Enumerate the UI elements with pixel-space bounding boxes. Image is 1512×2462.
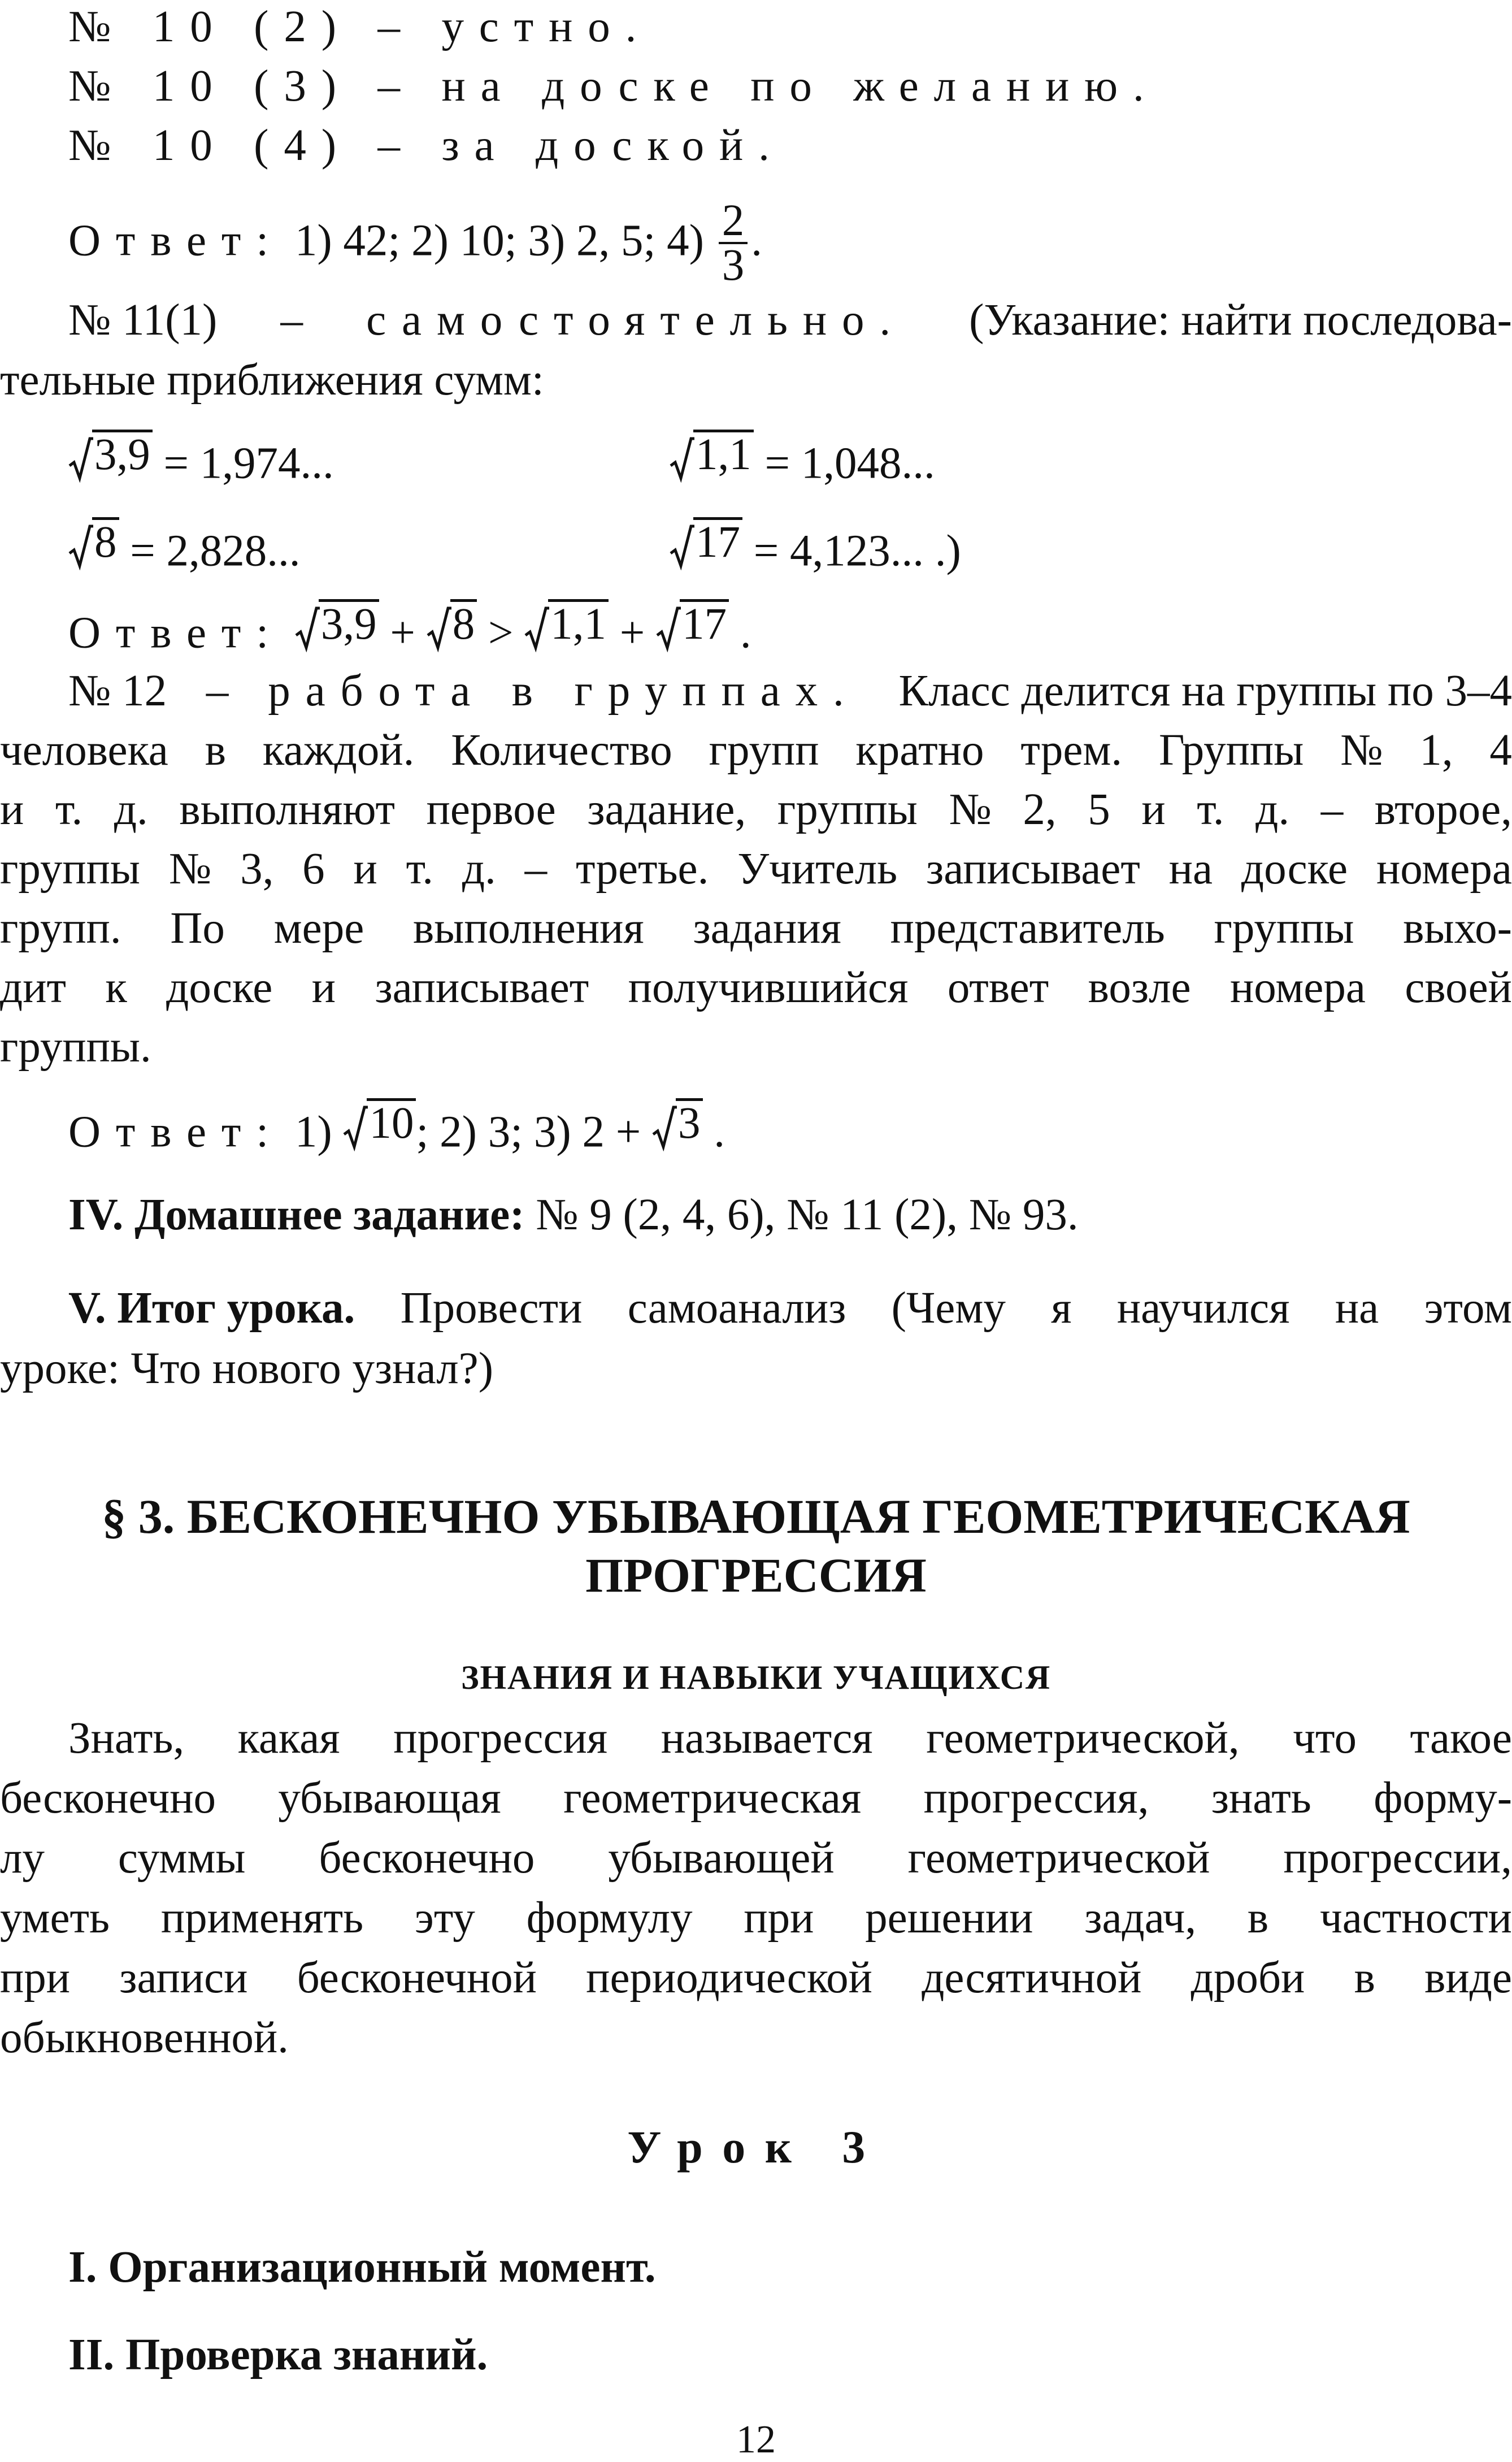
word: доске <box>166 963 273 1012</box>
word: геометрическая <box>563 1774 862 1823</box>
sum-row-2-right: 17 = 4,123... .) <box>670 517 961 574</box>
word: выхо- <box>1403 904 1512 953</box>
word: и <box>353 844 377 894</box>
word: 2, <box>1023 785 1057 834</box>
word: 3, <box>240 844 274 894</box>
sum-row-1-right: 1,1 = 1,048... <box>670 430 935 486</box>
word: № <box>949 785 992 834</box>
line-task10-2: № 10 (2) – устно. <box>68 2 652 51</box>
word: прогрессии, <box>1283 1834 1512 1883</box>
sqrt-3: 3 <box>652 1098 703 1147</box>
word: выполняют <box>179 785 396 834</box>
word: дит <box>0 963 66 1012</box>
task12-line2 <box>0 728 1512 773</box>
word: при <box>0 1953 71 2002</box>
task12-line7: группы. <box>0 1022 151 1072</box>
task12-line1: № 12 – работа в группах. Класс делится на группы по 3–4 <box>68 666 1512 716</box>
word: убывающей <box>608 1834 835 1883</box>
answer-3: Ответ: 1) 10 ; 2) 3; 3) 2 + 3 . <box>68 1099 725 1157</box>
word: формулу <box>526 1893 693 1943</box>
word: виде <box>1424 1953 1512 2002</box>
word: дроби <box>1191 1953 1305 2002</box>
word: в <box>1247 1893 1269 1943</box>
word: д. <box>1255 785 1290 834</box>
word: десятичной <box>922 1953 1142 2002</box>
word: знать <box>1211 1774 1311 1823</box>
page-number: 12 <box>736 2418 776 2461</box>
line-task10-3: № 10 (3) – на доске по желанию. <box>68 62 1159 111</box>
line-task10-4: № 10 (4) – за доской. <box>68 121 785 170</box>
answer-2: Ответ: 3,9 + 8 > 1,1 + 17 . <box>68 600 751 658</box>
word: убывающая <box>278 1774 501 1823</box>
word: т. <box>55 785 83 834</box>
word: такое <box>1410 1714 1512 1763</box>
section-para-line1 <box>0 1716 1512 1761</box>
word: д. <box>462 844 496 894</box>
word: бесконечной <box>297 1953 537 2002</box>
word: выполнения <box>412 904 644 953</box>
word: задание, <box>587 785 746 834</box>
word: записывает <box>926 844 1140 894</box>
sqrt-3-9-b: 3,9 <box>295 599 379 648</box>
word: бесконечно <box>0 1774 216 1823</box>
word: человека <box>0 726 168 775</box>
word: 4 <box>1489 726 1512 775</box>
sqrt-3-9: 3,9 <box>68 430 153 478</box>
homework: IV. Домашнее задание: № 9 (2, 4, 6), № 11 (2), № 93. <box>68 1190 1079 1239</box>
section-para-line3 <box>0 1834 1512 1883</box>
word: и <box>311 963 336 1012</box>
word: Знать, <box>68 1714 185 1763</box>
word: групп. <box>0 904 121 953</box>
word: № <box>1340 726 1383 775</box>
word: частности <box>1319 1893 1512 1943</box>
word: в <box>1354 1953 1375 2002</box>
section-subtitle: ЗНАНИЯ И НАВЫКИ УЧАЩИХСЯ <box>461 1659 1051 1696</box>
sqrt-10: 10 <box>343 1098 416 1147</box>
section-para-line4 <box>0 1893 1512 1943</box>
task12-line3 <box>0 787 1512 832</box>
word: что <box>1293 1714 1357 1763</box>
word: называется <box>661 1714 873 1763</box>
word: первое <box>426 785 556 834</box>
section-para-line2 <box>0 1776 1512 1821</box>
word: ответ <box>947 963 1049 1012</box>
lesson-item-2: II. Проверка знаний. <box>68 2330 488 2379</box>
word: третье. <box>575 844 709 894</box>
word: форму- <box>1374 1774 1512 1823</box>
section-para-line5 <box>0 1953 1512 2002</box>
answer-1: Ответ: 1) 42; 2) 10; 3) 2, 5; 4) $\frac{2}{3}$ . <box>68 196 762 291</box>
word: задач, <box>1084 1893 1197 1943</box>
word: номера <box>1230 963 1366 1012</box>
word: записи <box>119 1953 248 2002</box>
word: периодической <box>586 1953 872 2002</box>
word: группы <box>0 844 140 894</box>
word: т. <box>1197 785 1224 834</box>
word: к <box>105 963 127 1012</box>
word: каждой. <box>262 726 415 775</box>
sum-row-1-left: 3,9 = 1,974... <box>68 430 334 486</box>
word: геометрической <box>907 1834 1210 1883</box>
word: эту <box>414 1893 475 1943</box>
word: номера <box>1376 844 1512 894</box>
sqrt-1-1-b: 1,1 <box>524 599 609 648</box>
word: представитель <box>890 904 1165 953</box>
task11-line2: тельные приближения сумм: <box>0 356 544 405</box>
word: какая <box>237 1714 340 1763</box>
word: 6 <box>302 844 325 894</box>
word: при <box>744 1893 814 1943</box>
word: доске <box>1241 844 1348 894</box>
section-title-line1: § 3. БЕСКОНЕЧНО УБЫВАЮЩАЯ ГЕОМЕТРИЧЕСКАЯ <box>102 1489 1410 1544</box>
word: задания <box>693 904 841 953</box>
task11-line1: № 11(1) – самостоятельно. (Указание: найти последова- <box>68 296 1512 345</box>
summary-line1: V. Итог урока. Провести самоанализ (Чему я научился на этом <box>68 1284 1512 1333</box>
word: возле <box>1088 963 1191 1012</box>
word: и <box>1141 785 1166 834</box>
word: 5 <box>1088 785 1110 834</box>
word: – <box>1320 785 1344 834</box>
word: – <box>524 844 548 894</box>
word: на <box>1168 844 1213 894</box>
word: мере <box>273 904 364 953</box>
word: прогрессия <box>393 1714 608 1763</box>
word: второе, <box>1374 785 1512 834</box>
sum-row-2-left: 8 = 2,828... <box>68 517 301 574</box>
sqrt-17-b: 17 <box>656 599 729 648</box>
word: Группы <box>1159 726 1304 775</box>
sqrt-8: 8 <box>68 517 119 566</box>
word: № <box>168 844 212 894</box>
word: т. <box>406 844 433 894</box>
task12-line5 <box>0 906 1512 951</box>
word: решении <box>865 1893 1033 1943</box>
task12-line4 <box>0 844 1512 894</box>
word: д. <box>114 785 148 834</box>
lesson-title: Урок 3 <box>627 2121 885 2173</box>
word: записывает <box>375 963 589 1012</box>
word: трем. <box>1020 726 1123 775</box>
sqrt-1-1: 1,1 <box>670 430 754 478</box>
word: лу <box>0 1834 45 1883</box>
word: Количество <box>451 726 672 775</box>
fraction-two-thirds: $\frac{2}{3}$ <box>719 200 748 287</box>
word: Учитель <box>737 844 898 894</box>
word: уметь <box>0 1893 110 1943</box>
sqrt-8-b: 8 <box>427 599 477 648</box>
task12-line6 <box>0 965 1512 1010</box>
word: применять <box>160 1893 364 1943</box>
word: в <box>205 726 227 775</box>
word: группы <box>777 785 918 834</box>
word: групп <box>709 726 819 775</box>
word: суммы <box>118 1834 246 1883</box>
word: По <box>170 904 225 953</box>
section-title-line2: ПРОГРЕССИЯ <box>585 1548 927 1602</box>
section-para-line6: обыкновенной. <box>0 2013 289 2062</box>
lesson-item-1: I. Организационный момент. <box>68 2243 656 2292</box>
word: геометрической, <box>926 1714 1240 1763</box>
sqrt-17: 17 <box>670 517 742 566</box>
word: получившийся <box>628 963 909 1012</box>
word: 1, <box>1419 726 1453 775</box>
word: группы <box>1214 904 1354 953</box>
word: бесконечно <box>319 1834 535 1883</box>
word: прогрессия, <box>923 1774 1149 1823</box>
summary-line2: уроке: Что нового узнал?) <box>0 1344 494 1393</box>
word: своей <box>1405 963 1512 1012</box>
word: кратно <box>855 726 984 775</box>
word: и <box>0 785 24 834</box>
